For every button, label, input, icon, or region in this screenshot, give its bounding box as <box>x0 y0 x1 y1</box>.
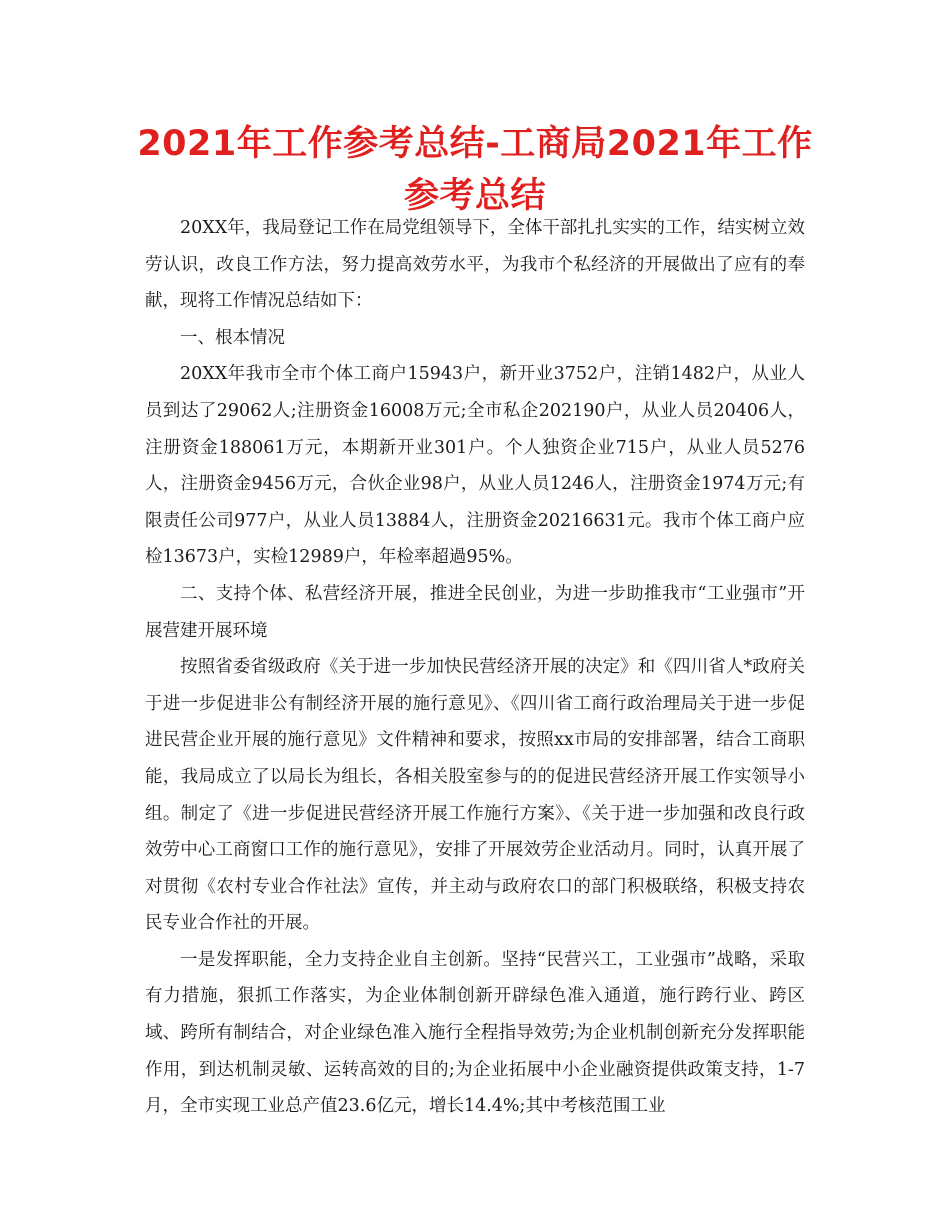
section-heading-1: 一、根本情况 <box>180 327 285 348</box>
paragraph-policy: 按照省委省级政府《关于进一步加快民营经济开展的决定》和《四川省人*政府关于进一步促进非公有制经济开展的施行意见》、《四川省工商行政治理局关于进一步促进民营企业开展的施行意见》文件精神和要求，按照xx市局的安排部署，结合工商职能，我局成立了以局长为组长，各相关股室参与的的促进民营经济开展工作实领导小组。制定了《进一步促进民营经济开展工作施行方案》、《关于进一步加强和改良行政效劳中心工商窗口工作的施行意见》，安排了开展效劳企业活动月。同时，认真开展了对贯彻《农村专业合作社法》宣传，并主动与政府农口的部门积极联络，积极支持农民专业合作社的开展。 <box>145 657 805 934</box>
section-heading-2: 二、支持个体、私营经济开展，推进全民创业，为进一步助推我市“工业强市”开展营建开展环境 <box>145 583 805 641</box>
paragraph-innovation: 一是发挥职能，全力支持企业自主创新。坚持“民营兴工，工业强市”战略，采取有力措施，狠抓工作落实，为企业体制创新开辟绿色准入通道，施行跨行业、跨区域、跨所有制结合，对企业绿色准入施行全程指导效劳;为企业机制创新充分发挥职能作用，到达机制灵敏、运转高效的目的;为企业拓展中小企业融资提供政策支持，1-7月，全市实现工业总产值23.6亿元，增长14.4%;其中考核范围工业 <box>145 949 805 1117</box>
document-title: 2021年工作参考总结-工商局2021年工作参考总结 <box>137 124 813 216</box>
paragraph-intro: 20XX年，我局登记工作在局党组领导下，全体干部扎扎实实的工作，结实树立效劳认识，改良工作方法，努力提高效劳水平，为我市个私经济的开展做出了应有的奉献，现将工作情况总结如下： <box>145 218 805 312</box>
paragraph-basic-stats: 20XX年我市全市个体工商户15943户，新开业3752户，注销1482户，从业人员到达了29062人;注册资金16008万元;全市私企202190户，从业人员20406人，注册资金188061万元，本期新开业301户。个人独资企业715户，从业人员5276人，注册资金9456万元，合伙企业98户，从业人员1246人，注册资金1974万元;有限责任公司977户，从业人员13884人，注册资金20216631元。我市个体工商户应检13673户，实检12989户，年检率超過95%。 <box>145 364 805 568</box>
document-body <box>145 210 805 1125</box>
